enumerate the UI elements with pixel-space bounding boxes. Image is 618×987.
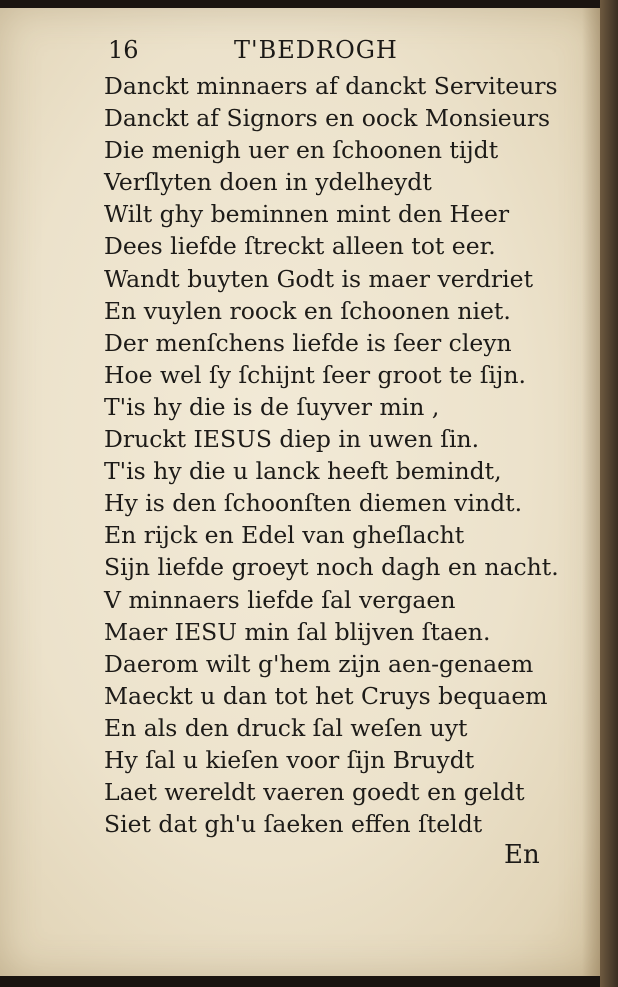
book-spine [600,0,618,987]
verse-line: En vuylen roock en ſchoonen niet. [104,296,511,325]
verse-line: Dees liefde ſtreckt alleen tot eer. [104,232,496,261]
verse-line: Danckt af Signors en oock Monsieurs [104,104,551,133]
catchword: En [504,840,540,870]
verse-line: Wilt ghy beminnen mint den Heer [104,200,510,229]
verse-line: En als den druck ſal weſen uyt [104,713,468,742]
verse-line: V minnaers liefde ſal vergaen [104,585,456,614]
running-title: T'BEDROGH [234,36,398,64]
page-number: 16 [108,36,139,64]
page-header [108,34,528,68]
verse-line: Siet dat gh'u ſaeken effen ſteldt [104,810,483,839]
verse-line: Hoe wel ſy ſchijnt ſeer groot te ſijn. [104,360,526,389]
verse-line: Maeckt u dan tot het Cruys bequaem [104,681,548,710]
verse-line: T'is hy die is de ſuyver min , [104,392,440,421]
verse-line: Der menſchens liefde is ſeer cleyn [104,328,512,357]
verse-line: Daerom wilt g'hem zijn aen-genaem [104,649,534,678]
verse-text [104,70,559,840]
verse-line: Laet wereldt vaeren goedt en geldt [104,778,525,807]
verse-line: Die menigh uer en ſchoonen tijdt [104,136,499,165]
verse-line: Sijn liefde groeyt noch dagh en nacht. [104,553,559,582]
verse-line: Verſlyten doen in ydelheydt [104,168,432,197]
verse-line: Druckt IESUS diep in uwen ſin. [104,425,480,454]
verse-line: T'is hy die u lanck heeft bemindt, [104,457,502,486]
verse-line: Maer IESU min ſal blijven ſtaen. [104,617,491,646]
verse-line: Hy is den ſchoonſten diemen vindt. [104,489,523,518]
verse-line: Wandt buyten Godt is maer verdriet [104,264,534,293]
verse-line: Hy ſal u kieſen voor ſijn Bruydt [104,745,475,774]
verse-line: Danckt minnaers af danckt Serviteurs [104,72,558,100]
verse-line: En rijck en Edel van gheſlacht [104,521,465,550]
